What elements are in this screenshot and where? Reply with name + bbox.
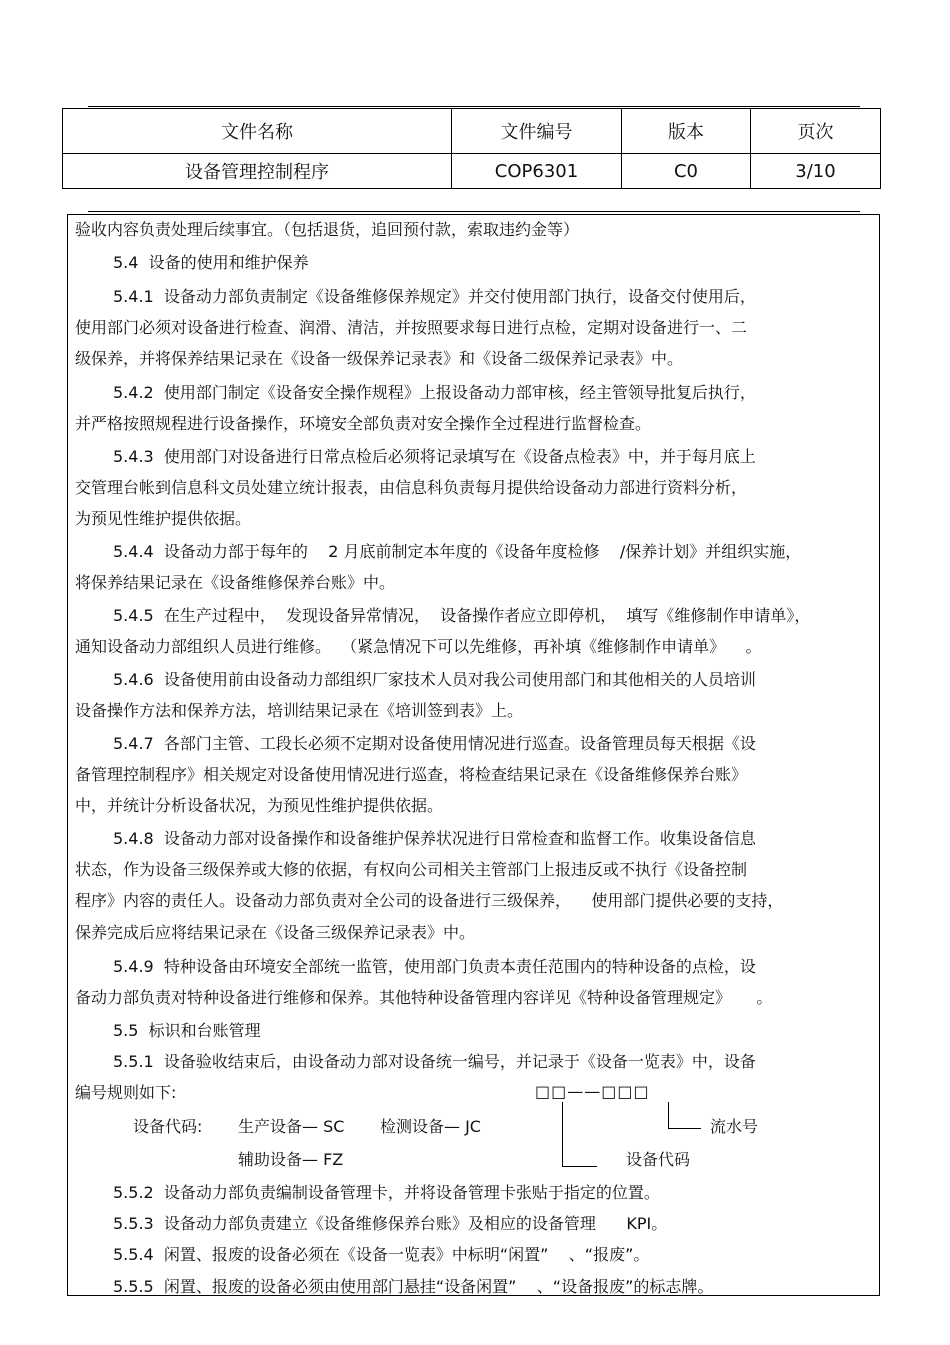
text-line: 5.4.6 设备使用前由设备动力部组织厂家技术人员对我公司使用部门和其他相关的人员培训 (113, 670, 756, 689)
header-col-code: 文件编号 (452, 109, 622, 154)
text-line: 5.5.4 闲置、报废的设备必须在《设备一览表》中标明“闲置” 、“报废”。 (113, 1245, 650, 1264)
text-line: 备动力部负责对特种设备进行维修和保养。其他特种设备管理内容详见《特种设备管理规定》 。 (75, 988, 773, 1007)
text-line: 5.4.2 使用部门制定《设备安全操作规程》上报设备动力部审核，经主管领导批复后执行， (113, 383, 756, 402)
header-col-name: 文件名称 (63, 109, 452, 154)
text-line: 保养完成后应将结果记录在《设备三级保养记录表》中。 (75, 923, 476, 942)
doc-name: 设备管理控制程序 (63, 154, 452, 189)
text-line: 使用部门必须对设备进行检查、润滑、清洁，并按照要求每日进行点检，定期对设备进行一、二 (75, 318, 748, 337)
code-aux: 辅助设备— FZ (238, 1150, 344, 1169)
header-col-page: 页次 (751, 109, 881, 154)
text-line: 5.4.3 使用部门对设备进行日常点检后必须将记录填写在《设备点检表》中，并于每月底上 (113, 447, 756, 466)
text-line: 备管理控制程序》相关规定对设备使用情况进行巡查，将检查结果记录在《设备维修保养台账》 (75, 765, 748, 784)
code-prod: 生产设备— SC (238, 1117, 345, 1136)
text-line: 5.4.5 在生产过程中， 发现设备异常情况， 设备操作者应立即停机， 填写《维修制作申请单》， (113, 606, 811, 625)
text-line: 状态，作为设备三级保养或大修的依据，有权向公司相关主管部门上报违反或不执行《设备控制 (75, 860, 748, 879)
text-line: 5.5.3 设备动力部负责建立《设备维修保养台账》及相应的设备管理 KPI。 (113, 1214, 668, 1233)
text-line: 将保养结果记录在《设备维修保养台账》中。 (75, 573, 396, 592)
text-line: 5.4.1 设备动力部负责制定《设备维修保养规定》并交付使用部门执行，设备交付使用后， (113, 287, 756, 306)
doc-version: C0 (622, 154, 751, 189)
doc-code: COP6301 (452, 154, 622, 189)
text-line: 程序》内容的责任人。设备动力部负责对全公司的设备进行三级保养， 使用部门提供必要的支持， (75, 891, 784, 910)
text-line: 5.4.9 特种设备由环境安全部统一监管，使用部门负责本责任范围内的特种设备的点检，设 (113, 957, 756, 976)
code-prefix: 设备代码: (133, 1117, 203, 1136)
text-line: 5.4.4 设备动力部于每年的 2 月底前制定本年度的《设备年度检修 /保养计划》并组织实施， (113, 542, 802, 561)
text-line: 5.5.5 闲置、报废的设备必须由使用部门悬挂“设备闲置” 、“设备报废”的标志牌。 (113, 1277, 714, 1296)
text-line: 设备操作方法和保养方法，培训结果记录在《培训签到表》上。 (75, 701, 524, 720)
document-header-table (62, 108, 881, 189)
text-line: 5.4.7 各部门主管、工段长必须不定期对设备使用情况进行巡查。设备管理员每天根据《设 (113, 734, 756, 753)
text-line: 为预见性维护提供依据。 (75, 509, 252, 528)
code-pattern: □□——□□□ (535, 1082, 650, 1101)
text-line: 级保养，并将保养结果记录在《设备一级保养记录表》和《设备二级保养记录表》中。 (75, 349, 684, 368)
text-line: 通知设备动力部组织人员进行维修。 （紧急情况下可以先维修，再补填《维修制作申请单》 。 (75, 637, 762, 656)
serial-bracket (668, 1102, 701, 1129)
serial-label: 流水号 (710, 1117, 759, 1136)
code-inspect: 检测设备— JC (380, 1117, 481, 1136)
text-line: 编号规则如下: (75, 1083, 177, 1102)
code-label: 设备代码 (626, 1150, 691, 1169)
section-heading: 5.4 设备的使用和维护保养 (113, 253, 309, 272)
text-line: 5.4.8 设备动力部对设备操作和设备维护保养状况进行日常检查和监督工作。收集设备信息 (113, 829, 756, 848)
doc-page: 3/10 (751, 154, 881, 189)
code-bracket (562, 1102, 597, 1167)
header-col-version: 版本 (622, 109, 751, 154)
section-heading: 5.5 标识和台账管理 (113, 1021, 261, 1040)
text-line: 验收内容负责处理后续事宜。（包括退货，追回预付款，索取违约金等） (75, 220, 580, 239)
text-line: 5.5.2 设备动力部负责编制设备管理卡，并将设备管理卡张贴于指定的位置。 (113, 1183, 660, 1202)
text-line: 并严格按照规程进行设备操作，环境安全部负责对安全操作全过程进行监督检查。 (75, 414, 652, 433)
text-line: 交管理台帐到信息科文员处建立统计报表，由信息科负责每月提供给设备动力部进行资料分析， (75, 478, 748, 497)
top-rule-upper (88, 106, 860, 107)
text-line: 5.5.1 设备验收结束后，由设备动力部对设备统一编号，并记录于《设备一览表》中，设备 (113, 1052, 756, 1071)
text-line: 中，并统计分析设备状况，为预见性维护提供依据。 (75, 796, 444, 815)
top-rule-lower (88, 211, 860, 212)
